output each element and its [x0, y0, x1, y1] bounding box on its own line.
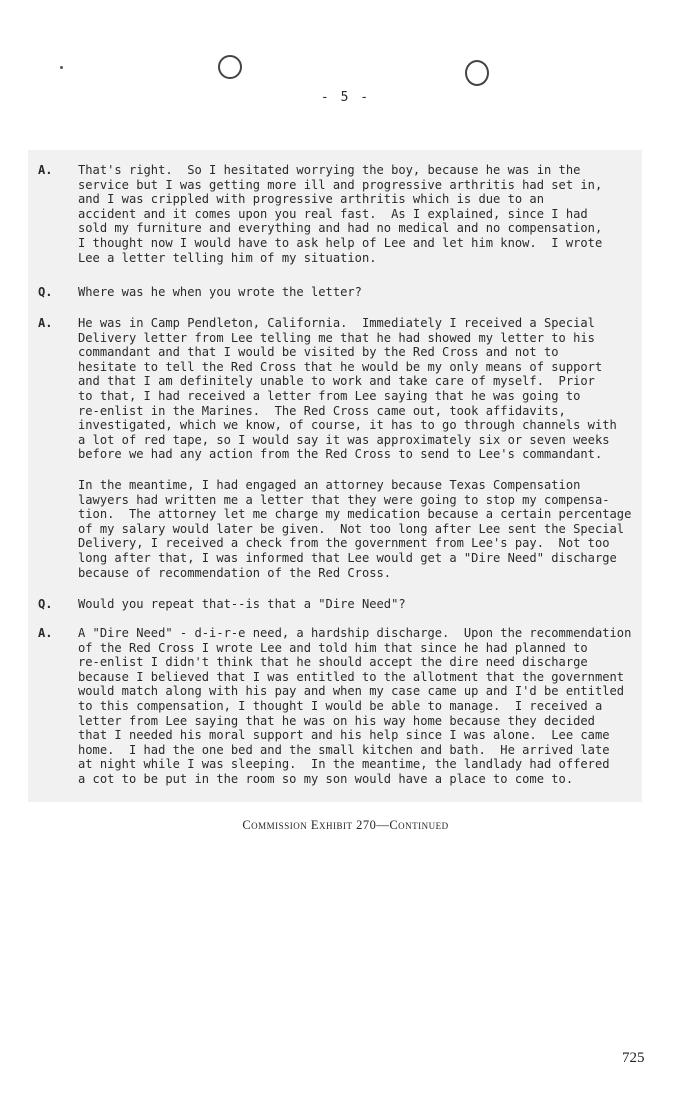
punch-hole-right	[465, 60, 489, 86]
answer-block-1	[38, 163, 638, 273]
punch-hole-left	[218, 55, 242, 79]
scan-speck	[60, 66, 63, 69]
question-text: Would you repeat that--is that a "Dire Need"?	[78, 597, 406, 611]
answer-label: A.	[38, 163, 53, 177]
answer-block-2	[38, 316, 638, 466]
answer-text: He was in Camp Pendleton, California. Immediately I received a Special Delivery letter from Lee telling me that he had showed my letter to his commandant and that I would be visited by the Red Cross and not to hesitate to tell the Red Cross that he would be my only means of support and that I am definitely unable to work and take care of myself. Prior to that, I had received a letter from Lee saying that he was going to re-enlist in the Marines. The Red Cross came out, took affidavits, investigated, which we know, of course, it has to go through channels with a lot of red tape, so I would say it was approximately six or seven weeks before we had any action from the Red Cross to send to Lee's commandant.	[78, 316, 617, 462]
answer-block-3	[38, 626, 638, 796]
question-block-1	[38, 285, 638, 301]
question-block-2	[38, 597, 638, 613]
question-text: Where was he when you wrote the letter?	[78, 285, 362, 299]
answer-label: A.	[38, 626, 53, 640]
folio-number: 725	[622, 1050, 645, 1066]
question-label: Q.	[38, 597, 53, 611]
answer-continuation: In the meantime, I had engaged an attorney because Texas Compensation lawyers had written me a letter that they were going to stop my compensa- tion. The attorney let me charge my medication because a certain percentage of my salary would later be given. Not too long after Lee sent the Special Delivery, I received a check from the government from Lee's pay. Not too long after that, I was informed that Lee would get a "Dire Need" discharge because of recommendation of the Red Cross.	[78, 478, 632, 580]
answer-text: A "Dire Need" - d-i-r-e need, a hardship discharge. Upon the recommendation of the Red Cross I wrote Lee and told him that since he had planned to re-enlist I didn't think that he should accept the dire need discharge because I believed that I was entitled to the allotment that the government would match along with his pay and when my case came up and I'd be entitled to this compensation, I thought I would be able to manage. I received a letter from Lee saying that he was on his way home because they decided that I needed his moral support and his help since I was alone. Lee came home. I had the one bed and the small kitchen and bath. He arrived late at night while I was sleeping. In the meantime, the landlady had offered a cot to be put in the room so my son would have a place to come to.	[78, 626, 632, 786]
exhibit-caption: Commission Exhibit 270—Continued	[242, 818, 449, 832]
question-label: Q.	[38, 285, 53, 299]
answer-text: That's right. So I hesitated worrying the boy, because he was in the service but I was getting more ill and progressive arthritis had set in, and I was crippled with progressive arthritis which is due to an accident and it comes upon you real fast. As I explained, since I had sold my furniture and everything and had no medical and no compensation, I thought now I would have to ask help of Lee and let him know. I wrote Lee a letter telling him of my situation.	[78, 163, 603, 265]
page-number: - 5 -	[320, 90, 371, 105]
answer-label: A.	[38, 316, 53, 330]
